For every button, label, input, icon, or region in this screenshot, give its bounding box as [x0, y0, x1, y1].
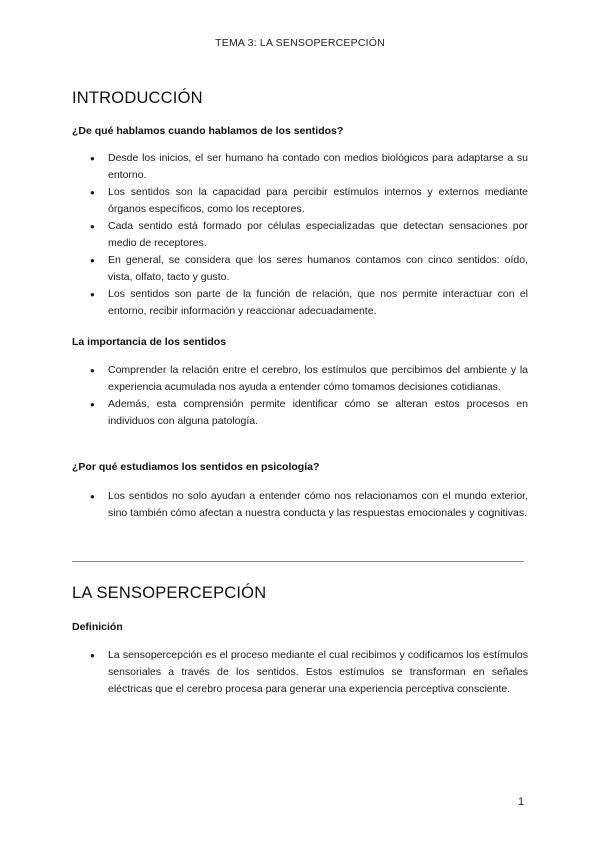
bullet-list-psicologia [72, 488, 528, 522]
list-item: ● Los sentidos no solo ayudan a entender cómo nos relacionamos con el mundo exterior, sino también cómo afectan a nuestra conducta y las respuestas emocionales y cognitivas. [90, 490, 528, 519]
subheading-que-hablamos: ¿De qué hablamos cuando hablamos de los sentidos? [72, 125, 344, 137]
list-item: ● Los sentidos son la capacidad para percibir estímulos internos y externos mediante órganos específicos, como los receptores. [90, 186, 528, 215]
subheading-importancia: La importancia de los sentidos [72, 336, 227, 348]
subheading-por-que-psicologia: ¿Por qué estudiamos los sentidos en psicología? [72, 461, 320, 473]
bullet-icon: ● [90, 366, 95, 375]
bullet-icon: ● [90, 222, 95, 231]
list-item: ● La sensopercepción es el proceso mediante el cual recibimos y codificamos los estímulos sensoriales a través de los sentidos. Estos estímulos se transforman en señales eléctricas que el cerebro procesa para generar una experiencia perceptiva consciente. [90, 649, 528, 695]
bullet-icon: ● [90, 154, 95, 163]
bullet-list-definicion [72, 647, 528, 698]
bullet-list-importancia [72, 362, 528, 430]
bullet-icon: ● [90, 400, 95, 409]
subheading-definicion: Definición [72, 621, 123, 633]
bullet-icon: ● [90, 290, 95, 299]
bullet-icon: ● [90, 651, 95, 660]
bullet-icon: ● [90, 256, 95, 265]
page-number: 1 [518, 796, 525, 808]
section-divider [72, 561, 524, 562]
list-item: ● Los sentidos son parte de la función de relación, que nos permite interactuar con el entorno, recibir información y reaccionar adecuadamente. [90, 288, 528, 317]
list-item: ● Cada sentido está formado por células especializadas que detectan sensaciones por medio de receptores. [90, 220, 528, 249]
bullet-icon: ● [90, 188, 95, 197]
list-item: ● En general, se considera que los seres humanos contamos con cinco sentidos: oído, vista, olfato, tacto y gusto. [90, 254, 528, 283]
section-title-introduccion: INTRODUCCIÓN [72, 89, 203, 107]
running-header: TEMA 3: LA SENSOPERCEPCIÓN [215, 37, 385, 49]
list-item: ● Comprender la relación entre el cerebro, los estímulos que percibimos del ambiente y la experiencia acumulada nos ayuda a entender cómo tomamos decisiones cotidianas. [90, 364, 528, 393]
bullet-icon: ● [90, 492, 95, 501]
list-item: ● Además, esta comprensión permite identificar cómo se alteran estos procesos en individuos con alguna patología. [90, 398, 528, 427]
list-item: ● Desde los inicios, el ser humano ha contado con medios biológicos para adaptarse a su entorno. [90, 152, 528, 181]
bullet-list-que-hablamos [72, 150, 528, 320]
section-title-sensopercepcion: LA SENSOPERCEPCIÓN [72, 584, 267, 602]
